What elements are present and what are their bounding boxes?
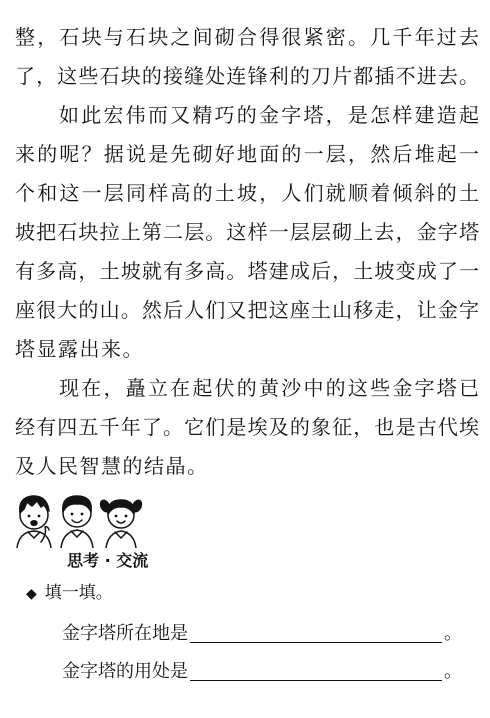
answer-blank (190, 660, 442, 681)
middle-child-figure (61, 496, 93, 548)
paragraph (15, 18, 479, 96)
text-line: 有多高，土坡就有多高。塔建成后，土坡变成了一 (15, 259, 479, 283)
paragraph (15, 369, 479, 486)
fill-item-location (62, 621, 462, 647)
fill-end-mark: 。 (444, 661, 462, 682)
text-line: 如此宏伟而又精巧的金字塔，是怎样建造起 (59, 103, 479, 127)
boy-figure (17, 496, 51, 548)
text-line: 塔显露出来。 (15, 337, 144, 361)
fill-item-purpose (62, 659, 462, 685)
text-line: 个和这一层同样高的土坡，人们就顺着倾斜的土 (15, 181, 479, 205)
three-children-icon (14, 490, 144, 548)
fill-prompt: 金字塔所在地是 (62, 623, 188, 644)
diamond-bullet-icon: ◆ (26, 586, 37, 602)
text-line: 现在，矗立在起伏的黄沙中的这些金字塔已 (59, 376, 479, 400)
reading-text (15, 18, 479, 486)
text-line: 了，这些石块的接缝处连锋利的刀片都插不进去。 (15, 64, 479, 88)
answer-blank (190, 622, 442, 643)
girl-figure (99, 499, 143, 548)
fill-prompt: 金字塔的用处是 (62, 661, 188, 682)
text-line: 经有四五千年了。它们是埃及的象征，也是古代埃 (15, 415, 479, 439)
fill-end-mark: 。 (444, 623, 462, 644)
instruction-text: 填一填。 (44, 583, 113, 603)
paragraph (15, 96, 479, 369)
text-line: 整，石块与石块之间砌合得很紧密。几千年过去 (15, 25, 479, 49)
text-line: 及人民智慧的结晶。 (15, 454, 209, 478)
text-line: 座很大的山。然后人们又把这座土山移走，让金字 (15, 298, 479, 322)
text-line: 来的呢？据说是先砌好地面的一层，然后堆起一 (15, 142, 479, 166)
section-title: 思考 · 交流 (67, 551, 149, 570)
text-line: 坡把石块拉上第二层。这样一层层砌上去，金字塔 (15, 220, 479, 244)
exercise-instruction (26, 581, 113, 605)
